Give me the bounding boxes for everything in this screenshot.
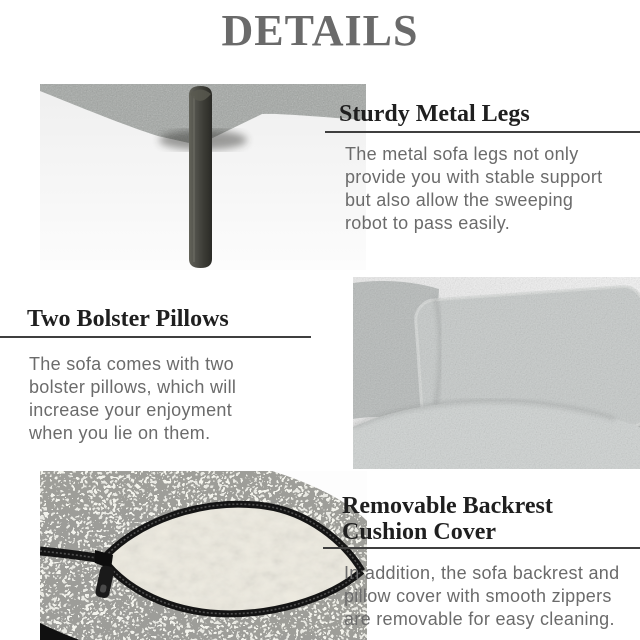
heading-divider [325, 131, 640, 133]
section-heading: Sturdy Metal Legs [339, 101, 530, 127]
photo-zipper-cushion [40, 471, 367, 640]
page-title: DETAILS [221, 6, 419, 55]
section-heading: Removable Backrest Cushion Cover [342, 493, 553, 545]
section-body: The metal sofa legs not only provide you with stable support but also allow the sweeping robot to pass easily. [345, 144, 603, 233]
heading-divider [323, 547, 640, 549]
section-heading: Two Bolster Pillows [27, 306, 229, 332]
heading-divider [0, 336, 311, 338]
zipper-illustration [40, 471, 367, 640]
armrest-illustration [353, 277, 640, 469]
photo-back-cushions [353, 277, 640, 469]
section-body: The sofa comes with two bolster pillows, which will increase your enjoyment when you lie on them. [29, 354, 237, 443]
metal-leg [189, 86, 212, 268]
photo-metal-leg [40, 84, 366, 270]
section-body: In addition, the sofa backrest and pillow cover with smooth zippers are removable for easy cleaning. [344, 563, 620, 629]
sofa-leg-illustration [40, 84, 366, 270]
